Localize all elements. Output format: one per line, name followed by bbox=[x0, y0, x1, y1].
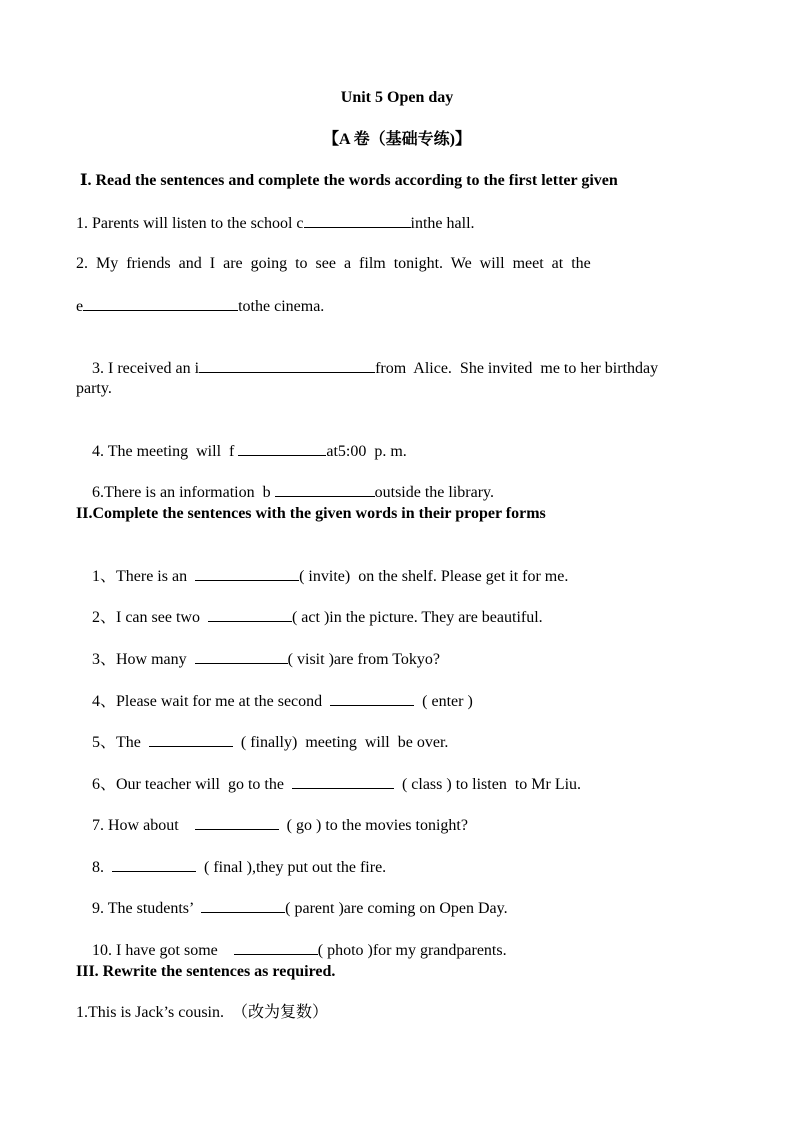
answer-blank[interactable] bbox=[330, 691, 414, 706]
s2-item-7-post: ( go ) to the movies tonight? bbox=[278, 817, 468, 834]
s2-item-8-post: ( final ),they put out the fire. bbox=[196, 859, 387, 876]
s2-item-1-post: ( invite) on the shelf. Please get it for me. bbox=[299, 568, 569, 585]
s2-item-3-pre: 3、How many bbox=[92, 651, 195, 668]
s2-item-4-pre: 4、Please wait for me at the second bbox=[92, 693, 331, 710]
s2-item-4-post: ( enter ) bbox=[414, 693, 473, 710]
s2-item-8-pre: 8. bbox=[92, 859, 112, 876]
s2-item-9-post: ( parent )are coming on Open Day. bbox=[285, 900, 508, 917]
s1-item-3-post: from Alice. She invited me to her birthday bbox=[375, 360, 659, 377]
s2-item-10-post: ( photo )for my grandparents. bbox=[317, 942, 507, 959]
s2-item-10-pre: 10. I have got some bbox=[92, 942, 234, 959]
s1-item-2-line2 bbox=[76, 296, 718, 317]
answer-blank[interactable] bbox=[208, 607, 292, 622]
s2-item-6-post: ( class ) to listen to Mr Liu. bbox=[393, 776, 582, 793]
s2-item-2-post: ( act )in the picture. They are beautiful. bbox=[291, 609, 543, 626]
section2-heading: II.Complete the sentences with the given words in their proper forms bbox=[76, 505, 546, 522]
s1-item-4-pre: 4. The meeting will f bbox=[92, 443, 239, 460]
answer-blank[interactable] bbox=[199, 358, 375, 373]
s1-item-2-post: tothe cinema. bbox=[238, 298, 325, 315]
s1-item-3-line2: party. bbox=[76, 380, 112, 397]
s2-item-5-post: ( finally) meeting will be over. bbox=[232, 734, 449, 751]
answer-blank[interactable] bbox=[292, 774, 394, 789]
page-subtitle: 【A 卷（基础专练)】 bbox=[322, 131, 471, 148]
s3-item-1: 1.This is Jack’s cousin. （改为复数） bbox=[76, 1004, 328, 1021]
answer-blank[interactable] bbox=[234, 940, 318, 955]
answer-blank[interactable] bbox=[149, 732, 233, 747]
answer-blank[interactable] bbox=[275, 482, 375, 497]
s1-item-2-line1: 2. My friends and I are going to see a film tonight. We will meet at the bbox=[76, 255, 591, 272]
s1-item-1-post: inthe hall. bbox=[410, 215, 475, 232]
answer-blank[interactable] bbox=[201, 898, 285, 913]
s1-item-3-pre: 3. I received an i bbox=[92, 360, 200, 377]
s1-item-4-post: at5:00 p. m. bbox=[326, 443, 407, 460]
s2-item-3-post: ( visit )are from Tokyo? bbox=[287, 651, 440, 668]
s2-item-7-pre: 7. How about bbox=[92, 817, 195, 834]
section3-heading: III. Rewrite the sentences as required. bbox=[76, 963, 336, 980]
s2-item-6-pre: 6、Our teacher will go to the bbox=[92, 776, 292, 793]
answer-blank[interactable] bbox=[238, 441, 326, 456]
s2-item-1-pre: 1、There is an bbox=[92, 568, 196, 585]
s1-item-6-pre: 6.There is an information b bbox=[92, 484, 275, 501]
answer-blank[interactable] bbox=[195, 815, 279, 830]
answer-blank[interactable] bbox=[304, 213, 411, 228]
s1-item-1-pre: 1. Parents will listen to the school c bbox=[76, 215, 304, 232]
s2-item-5-pre: 5、The bbox=[92, 734, 149, 751]
answer-blank[interactable] bbox=[83, 296, 238, 311]
s1-item-2-pre: e bbox=[76, 298, 84, 315]
answer-blank[interactable] bbox=[112, 857, 196, 872]
page-title: Unit 5 Open day bbox=[340, 89, 454, 106]
s1-item-6-post: outside the library. bbox=[374, 484, 494, 501]
answer-blank[interactable] bbox=[195, 649, 288, 664]
s1-item-1 bbox=[76, 213, 718, 234]
answer-blank[interactable] bbox=[195, 566, 299, 581]
section1-heading: Ⅰ. Read the sentences and complete the words according to the first letter given bbox=[80, 172, 618, 189]
s2-item-2-pre: 2、I can see two bbox=[92, 609, 208, 626]
s2-item-9-pre: 9. The students’ bbox=[92, 900, 202, 917]
